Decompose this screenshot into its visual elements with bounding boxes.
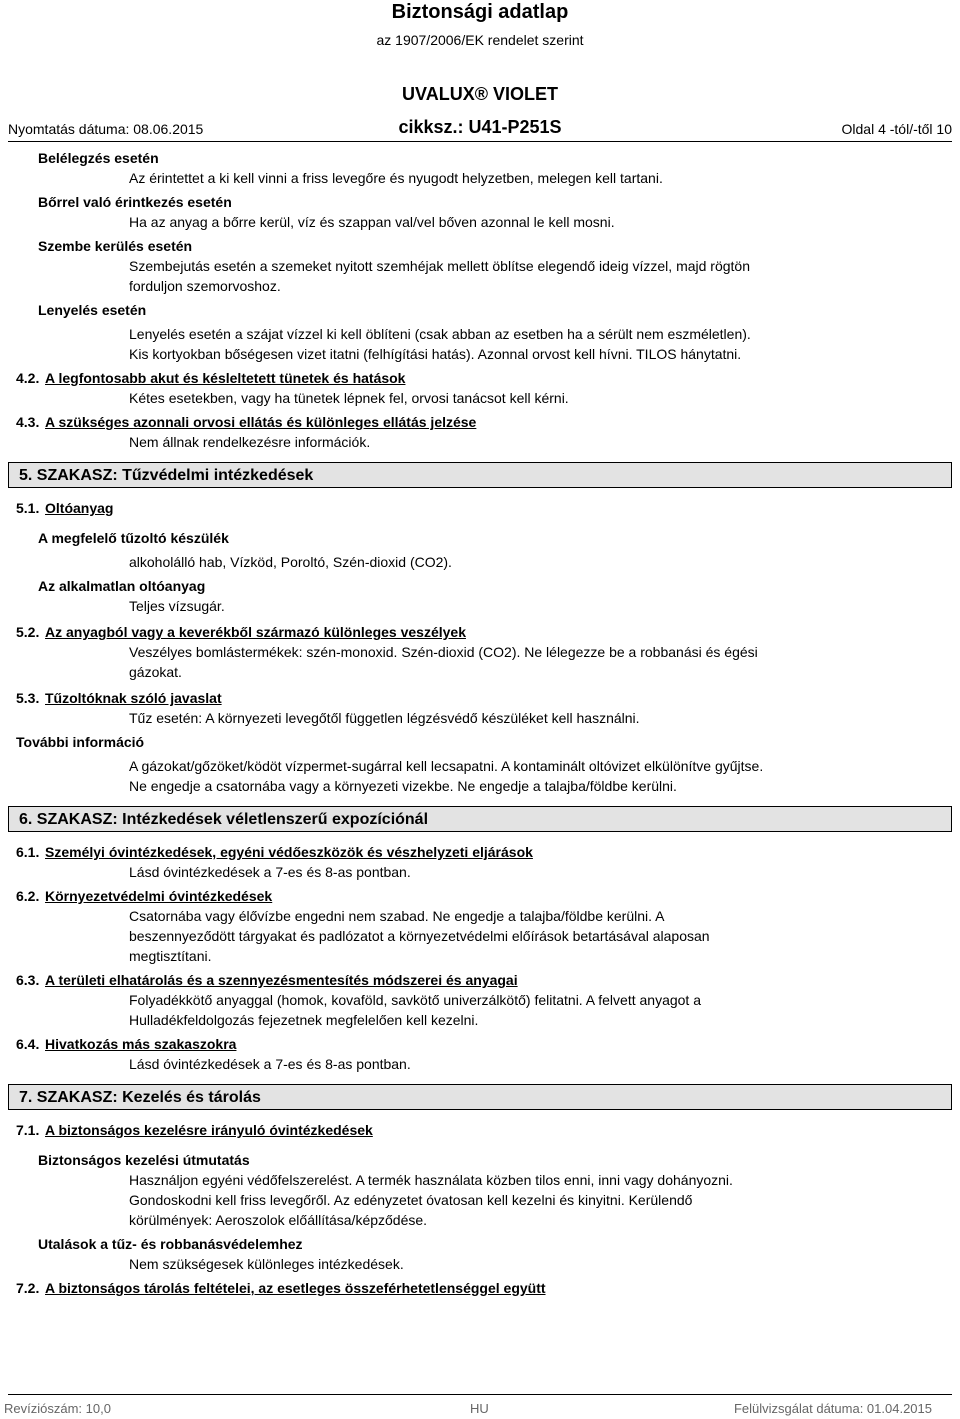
skin-contact-text: Ha az anyag a bőrre kerül, víz és szappan val/vel bőven azonnal le kell mosni.	[129, 214, 615, 230]
section-number: 6.2.	[16, 888, 40, 904]
subheading-row	[0, 1234, 960, 1254]
section-heading-row	[0, 1278, 960, 1298]
section-title-6-2: Környezetvédelmi óvintézkedések	[45, 888, 273, 904]
text-row	[0, 1054, 960, 1074]
safe-handling-text: Használjon egyéni védőfelszerelést. A termék használata közben tilos enni, inni vagy dohányozni.	[129, 1172, 733, 1188]
section-title-5-2: Az anyagból vagy a keverékből származó különleges veszélyek	[45, 624, 466, 640]
section-heading-row	[0, 412, 960, 432]
text-row	[0, 862, 960, 882]
subheading-row	[0, 732, 960, 752]
section-heading-row	[0, 1120, 960, 1140]
text-row	[0, 1190, 960, 1210]
section-title-5-3: Tűzoltóknak szóló javaslat	[45, 690, 222, 706]
section-title-4-2: A legfontosabb akut és késleltetett tünetek és hatások	[45, 370, 406, 386]
section-title-7-2: A biztonságos tárolás feltételei, az esetleges összeférhetetlenséggel együtt	[45, 1280, 546, 1296]
subheading-row	[0, 236, 960, 256]
section-title-6-3: A területi elhatárolás és a szennyezésmentesítés módszerei és anyagai	[45, 972, 518, 988]
special-hazards-text: Veszélyes bomlástermékek: szén-monoxid. Szén-dioxid (CO2). Ne lélegezze be a robbanási és égési	[129, 644, 758, 660]
ingestion-text-cont: Kis kortyokban bőségesen vizet itatni (felhígítási hatás). Azonnal orvost kell hívni. TILOS hánytatni.	[129, 346, 742, 362]
page-number: Oldal 4 -tól/-től 10	[841, 121, 952, 137]
section-heading-row	[0, 842, 960, 862]
section-6-header: 6. SZAKASZ: Intézkedések véletlenszerű expozíciónál	[8, 806, 952, 832]
text-row	[0, 756, 960, 776]
inhalation-text: Az érintettet a ki kell vinni a friss levegőre és nyugodt helyzetben, melegen kell tartani.	[129, 170, 663, 186]
section-heading-row	[0, 1034, 960, 1054]
section-7-header: 7. SZAKASZ: Kezelés és tárolás	[8, 1084, 952, 1110]
text-row	[0, 552, 960, 572]
section-heading-row	[0, 498, 960, 518]
section-number: 4.3.	[16, 414, 40, 430]
section-heading-row	[0, 970, 960, 990]
section-title-5-1: Oltóanyag	[45, 500, 114, 516]
reference-text: Lásd óvintézkedések a 7-es és 8-as pontban.	[129, 1056, 411, 1072]
environmental-text-cont: beszennyeződött tárgyakat és padlózatot a környezetvédelmi előírások betartásával alaposan	[129, 928, 710, 944]
text-row	[0, 1210, 960, 1230]
unsuitable-media-label: Az alkalmatlan oltóanyag	[38, 578, 206, 594]
text-row	[0, 212, 960, 232]
section-number: 6.3.	[16, 972, 40, 988]
text-row	[0, 708, 960, 728]
section-number: 7.2.	[16, 1280, 40, 1296]
footer-divider	[8, 1394, 952, 1395]
section-heading-row	[0, 886, 960, 906]
safe-handling-text-cont: Gondoskodni kell friss levegőről. Az edényzetet óvatosan kell kezelni és kinyitni. Kerülendő	[129, 1192, 693, 1208]
text-row	[0, 1254, 960, 1274]
subheading-row	[0, 148, 960, 168]
skin-contact-label: Bőrrel való érintkezés esetén	[38, 194, 232, 210]
special-hazards-text-cont: gázokat.	[129, 664, 182, 680]
product-name: UVALUX® VIOLET	[402, 84, 558, 104]
text-row	[0, 168, 960, 188]
safe-handling-label: Biztonságos kezelési útmutatás	[38, 1152, 250, 1168]
document-body	[0, 148, 960, 1298]
text-row	[0, 906, 960, 926]
text-row	[0, 388, 960, 408]
subheading-row	[0, 300, 960, 320]
environmental-text-cont2: megtisztítani.	[129, 948, 212, 964]
section-title-4-3: A szükséges azonnali orvosi ellátás és különleges ellátás jelzése	[45, 414, 477, 430]
header-divider	[8, 141, 952, 142]
section-number: 6.4.	[16, 1036, 40, 1052]
section-number: 6.1.	[16, 844, 40, 860]
text-row	[0, 1010, 960, 1030]
section-heading-row	[0, 688, 960, 708]
document-header	[0, 0, 960, 144]
text-row	[0, 276, 960, 296]
fire-protection-text: Nem szükségesek különleges intézkedések.	[129, 1256, 404, 1272]
eye-contact-text: Szembejutás esetén a szemeket nyitott szemhéjak mellett öblítse elegendő ideig vízzel, majd rögtön	[129, 258, 750, 274]
containment-text-cont: Hulladékfeldolgozás fejezetnek megfelelően kell kezelni.	[129, 1012, 479, 1028]
symptoms-text: Kétes esetekben, vagy ha tünetek lépnek fel, orvosi tanácsot kell kérni.	[129, 390, 569, 406]
ingestion-label: Lenyelés esetén	[38, 302, 147, 318]
document-footer	[0, 1396, 960, 1416]
section-heading-row	[0, 622, 960, 642]
print-date: Nyomtatás dátuma: 08.06.2015	[8, 121, 204, 137]
item-number: cikksz.: U41-P251S	[398, 117, 562, 137]
section-title-6-4: Hivatkozás más szakaszokra	[45, 1036, 237, 1052]
ingestion-text: Lenyelés esetén a szájat vízzel ki kell öblíteni (csak abban az esetben ha a sérült nem eszméletlen).	[129, 326, 751, 342]
section-number: 7.1.	[16, 1122, 40, 1138]
section-number: 5.2.	[16, 624, 40, 640]
safe-handling-text-cont2: körülmények: Aeroszolok előállítása/képződése.	[129, 1212, 428, 1228]
additional-info-text: A gázokat/gőzöket/ködöt vízpermet-sugárral kell lecsapatni. A kontaminált oltóvizet elkülönítve gyűjtse.	[129, 758, 764, 774]
text-row	[0, 642, 960, 662]
subheading-row	[0, 192, 960, 212]
text-row	[0, 256, 960, 276]
unsuitable-media-text: Teljes vízsugár.	[129, 598, 225, 614]
containment-text: Folyadékkötő anyaggal (homok, kovaföld, savkötő univerzálkötő) felitatni. A felvett anyagot a	[129, 992, 701, 1008]
section-heading-row	[0, 368, 960, 388]
section-number: 4.2.	[16, 370, 40, 386]
text-row	[0, 776, 960, 796]
text-row	[0, 596, 960, 616]
suitable-media-text: alkoholálló hab, Vízköd, Poroltó, Szén-dioxid (CO2).	[129, 554, 452, 570]
environmental-text: Csatornába vagy élővízbe engedni nem szabad. Ne engedje a talajba/földbe kerülni. A	[129, 908, 665, 924]
section-5-header: 5. SZAKASZ: Tűzvédelmi intézkedések	[8, 462, 952, 488]
section-title-7-1: A biztonságos kezelésre irányuló óvintézkedések	[45, 1122, 373, 1138]
firefighter-advice-text: Tűz esetén: A környezeti levegőtől független légzésvédő készüléket kell használni.	[129, 710, 640, 726]
text-row	[0, 432, 960, 452]
subheading-row	[0, 528, 960, 548]
text-row	[0, 946, 960, 966]
text-row	[0, 662, 960, 682]
document-title: Biztonsági adatlap	[391, 1, 569, 23]
review-date: Felülvizsgálat dátuma: 01.04.2015	[733, 1401, 932, 1416]
revision-number: Revíziószám: 10,0	[4, 1401, 111, 1416]
eye-contact-label: Szembe kerülés esetén	[38, 238, 193, 254]
section-number: 5.3.	[16, 690, 40, 706]
section-title-6-1: Személyi óvintézkedések, egyéni védőeszközök és vészhelyzeti eljárások	[45, 844, 533, 860]
fire-protection-label: Utalások a tűz- és robbanásvédelemhez	[38, 1236, 303, 1252]
suitable-media-label: A megfelelő tűzoltó készülék	[38, 530, 229, 546]
additional-info-text-cont: Ne engedje a csatornába vagy a környezeti vizekbe. Ne engedje a talajba/földbe kerülni.	[129, 778, 677, 794]
personal-precautions-text: Lásd óvintézkedések a 7-es és 8-as pontban.	[129, 864, 411, 880]
inhalation-label: Belélegzés esetén	[38, 150, 159, 166]
text-row	[0, 1170, 960, 1190]
subheading-row	[0, 1150, 960, 1170]
section-5-wrapper	[0, 462, 960, 488]
language-code: HU	[470, 1401, 489, 1416]
section-6-wrapper	[0, 806, 960, 832]
text-row	[0, 324, 960, 344]
regulation-subtitle: az 1907/2006/EK rendelet szerint	[376, 32, 584, 48]
text-row	[0, 344, 960, 364]
additional-info-label: További információ	[16, 734, 145, 750]
eye-contact-text-cont: forduljon szemorvoshoz.	[129, 278, 281, 294]
section-number: 5.1.	[16, 500, 40, 516]
text-row	[0, 990, 960, 1010]
text-row	[0, 926, 960, 946]
section-7-wrapper	[0, 1084, 960, 1110]
medical-attention-text: Nem állnak rendelkezésre információk.	[129, 434, 371, 450]
subheading-row	[0, 576, 960, 596]
